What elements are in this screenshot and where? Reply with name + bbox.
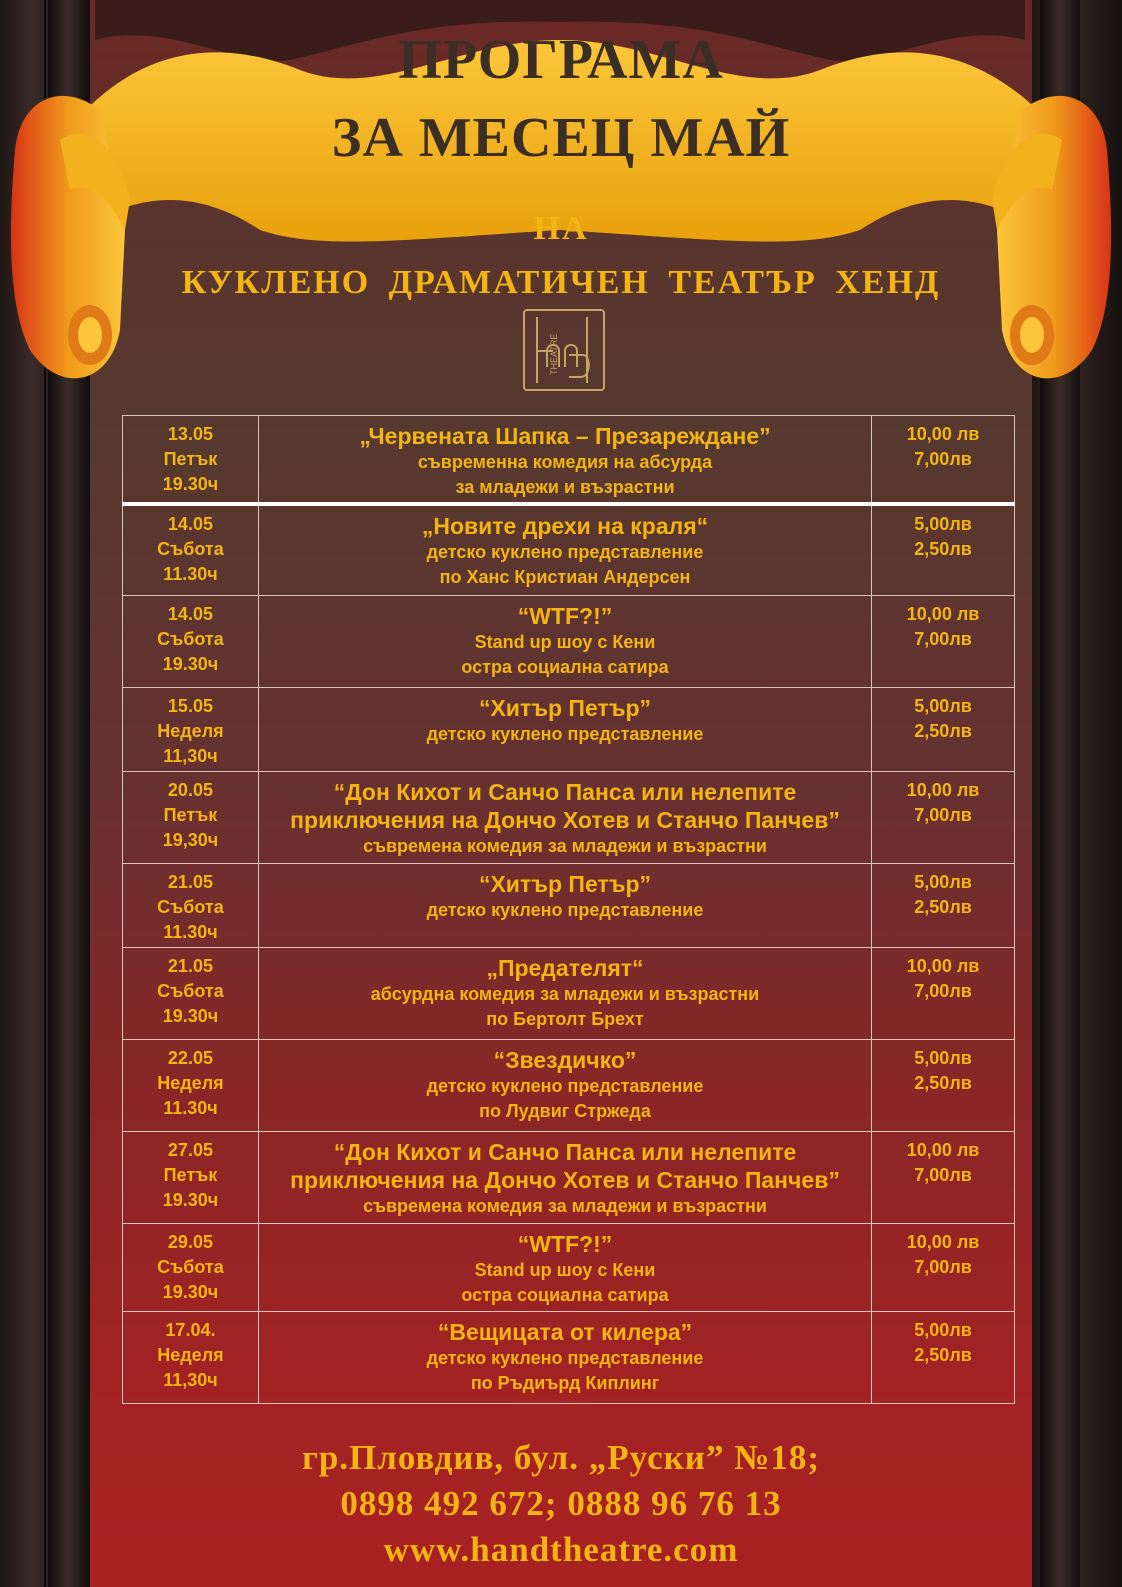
schedule-row <box>123 864 1015 948</box>
show-subtitle: детско куклено представление <box>426 1348 704 1368</box>
show-time: 11.30ч <box>163 1098 218 1118</box>
show-date: 27.05 <box>167 1140 213 1160</box>
show-subtitle: остра социална сатира <box>461 1285 669 1305</box>
show-date: 14.05 <box>167 513 213 534</box>
schedule-row <box>123 504 1015 596</box>
show-datetime <box>123 1224 259 1312</box>
show-datetime <box>123 1132 259 1224</box>
schedule-row <box>123 1224 1015 1312</box>
schedule-row <box>123 772 1015 864</box>
ticket-price: 5,00лв <box>914 513 972 534</box>
show-date: 15.05 <box>167 696 213 716</box>
ticket-price: 5,00лв <box>914 696 972 716</box>
show-day: Събота <box>157 1257 224 1277</box>
show-subtitle: остра социална сатира <box>461 657 669 677</box>
show-title: “Вещицата от килера” <box>437 1319 693 1345</box>
show-prices <box>872 772 1015 864</box>
show-subtitle: детско куклено представление <box>426 1076 704 1096</box>
ticket-price: 10,00 лв <box>906 604 980 624</box>
show-time: 19.30ч <box>162 1190 219 1210</box>
show-day: Петък <box>163 449 218 469</box>
ticket-price: 7,00лв <box>914 1257 972 1277</box>
show-time: 11,30ч <box>163 746 218 766</box>
show-description <box>258 1312 871 1404</box>
show-subtitle: абсурдна комедия за младежи и възрастни <box>370 984 760 1004</box>
show-prices <box>872 504 1015 596</box>
show-description <box>258 416 871 504</box>
show-day: Неделя <box>157 1073 224 1093</box>
ticket-price: 2,50лв <box>914 721 972 741</box>
ticket-price: 7,00лв <box>914 805 972 825</box>
show-prices <box>872 864 1015 948</box>
show-time: 11,30ч <box>163 1370 218 1390</box>
show-subtitle: по Ръдиърд Киплинг <box>470 1373 660 1393</box>
show-title: “Звездичко” <box>493 1047 637 1073</box>
show-prices <box>872 948 1015 1040</box>
show-subtitle: по Лудвиг Стржеда <box>479 1101 651 1121</box>
show-datetime <box>123 504 259 596</box>
show-title: „Новите дрехи на краля“ <box>421 512 709 539</box>
show-description <box>258 948 871 1040</box>
schedule-row <box>123 416 1015 504</box>
ticket-price: 10,00 лв <box>906 424 980 444</box>
ticket-price: 7,00лв <box>914 981 972 1001</box>
footer-website: www.handtheatre.com <box>383 1530 739 1569</box>
show-description <box>258 688 871 772</box>
subtitle-na: НА <box>533 210 589 247</box>
schedule-row <box>123 688 1015 772</box>
show-time: 19.30ч <box>162 1282 219 1302</box>
show-day: Събота <box>157 629 224 649</box>
ticket-price: 10,00 лв <box>906 956 980 976</box>
show-time: 19.30ч <box>162 654 219 674</box>
show-datetime <box>123 1040 259 1132</box>
show-datetime <box>123 688 259 772</box>
show-subtitle: съвременна комедия на абсурда <box>417 452 713 472</box>
ticket-price: 2,50лв <box>914 1345 972 1365</box>
hand-theatre-logo <box>523 309 605 391</box>
schedule-row <box>123 948 1015 1040</box>
show-prices <box>872 1040 1015 1132</box>
show-day: Неделя <box>157 721 224 741</box>
show-time: 19.30ч <box>162 1006 219 1026</box>
footer-phones: 0898 492 672; 0888 96 76 13 <box>340 1484 782 1523</box>
show-description <box>258 1224 871 1312</box>
show-prices <box>872 688 1015 772</box>
poster-title-line2: ЗА МЕСЕЦ МАЙ <box>331 107 791 169</box>
show-time: 11.30ч <box>163 563 218 584</box>
show-date: 14.05 <box>167 604 213 624</box>
schedule-row <box>123 1312 1015 1404</box>
theatre-name: КУКЛЕНО ДРАМАТИЧЕН ТЕАТЪР ХЕНД <box>181 264 941 301</box>
show-day: Петък <box>163 805 218 825</box>
ticket-price: 5,00лв <box>914 1320 972 1340</box>
schedule-table <box>122 415 1015 1404</box>
show-title: “WTF?!” <box>517 603 613 629</box>
show-title: “Хитър Петър” <box>478 871 652 897</box>
show-prices <box>872 1224 1015 1312</box>
show-prices <box>872 416 1015 504</box>
show-subtitle: детско куклено представление <box>426 541 704 562</box>
show-time: 11.30ч <box>163 922 218 942</box>
show-date: 22.05 <box>167 1048 213 1068</box>
show-date: 20.05 <box>167 780 213 800</box>
schedule-row <box>123 1040 1015 1132</box>
show-title: “WTF?!” <box>517 1231 613 1257</box>
show-title: “Хитър Петър” <box>478 695 652 721</box>
show-datetime <box>123 1312 259 1404</box>
show-day: Събота <box>157 897 224 917</box>
show-title: „Червената Шапка – Презареждане” <box>359 423 771 449</box>
show-title: “Дон Кихот и Санчо Панса или нелепите приключения на Дончо Хотев и Станчо Панчев” <box>290 779 840 833</box>
show-date: 17.04. <box>165 1320 216 1340</box>
footer-address: гр.Пловдив, бул. „Руски” №18; <box>301 1438 821 1477</box>
show-description <box>258 1040 871 1132</box>
show-date: 13.05 <box>167 424 213 444</box>
ticket-price: 2,50лв <box>914 538 972 559</box>
show-day: Събота <box>157 981 224 1001</box>
show-day: Петък <box>163 1165 218 1185</box>
ticket-price: 5,00лв <box>914 1048 972 1068</box>
show-subtitle: по Ханс Кристиан Андерсен <box>439 566 691 587</box>
show-prices <box>872 1312 1015 1404</box>
ticket-price: 7,00лв <box>914 629 972 649</box>
show-subtitle: съвремена комедия за младежи и възрастни <box>363 1196 767 1216</box>
logo-small-text: THEATRE <box>549 333 559 375</box>
show-description <box>258 772 871 864</box>
show-time: 19.30ч <box>162 474 219 494</box>
ticket-price: 7,00лв <box>914 449 972 469</box>
show-day: Събота <box>157 538 224 559</box>
show-day: Неделя <box>157 1345 224 1365</box>
ticket-price: 2,50лв <box>914 897 972 917</box>
show-subtitle: за младежи и възрастни <box>455 477 675 497</box>
poster-title-line1: ПРОГРАМА <box>398 29 724 91</box>
show-subtitle: детско куклено представление <box>426 724 704 744</box>
show-date: 21.05 <box>167 956 213 976</box>
show-description <box>258 864 871 948</box>
show-description <box>258 1132 871 1224</box>
show-time: 19,30ч <box>162 830 219 850</box>
show-prices <box>872 596 1015 688</box>
ticket-price: 2,50лв <box>914 1073 972 1093</box>
ticket-price: 10,00 лв <box>906 1140 980 1160</box>
show-subtitle: съвремена комедия за младежи и възрастни <box>363 836 767 856</box>
show-datetime <box>123 864 259 948</box>
show-prices <box>872 1132 1015 1224</box>
show-subtitle: Stand up шоу с Кени <box>474 632 656 652</box>
show-date: 29.05 <box>167 1232 213 1252</box>
ticket-price: 10,00 лв <box>906 1232 980 1252</box>
show-date: 21.05 <box>167 872 213 892</box>
show-description <box>258 596 871 688</box>
show-description <box>258 504 871 596</box>
show-title: “Дон Кихот и Санчо Панса или нелепите приключения на Дончо Хотев и Станчо Панчев” <box>290 1139 840 1193</box>
show-subtitle: по Бертолт Брехт <box>486 1009 644 1029</box>
schedule-row <box>123 1132 1015 1224</box>
ticket-price: 5,00лв <box>914 872 972 892</box>
show-subtitle: Stand up шоу с Кени <box>474 1260 656 1280</box>
ticket-price: 7,00лв <box>914 1165 972 1185</box>
ticket-price: 10,00 лв <box>906 780 980 800</box>
show-datetime <box>123 596 259 688</box>
show-subtitle: детско куклено представление <box>426 900 704 920</box>
show-datetime <box>123 772 259 864</box>
show-datetime <box>123 416 259 504</box>
show-title: „Предателят“ <box>486 955 644 981</box>
schedule-row <box>123 596 1015 688</box>
show-datetime <box>123 948 259 1040</box>
